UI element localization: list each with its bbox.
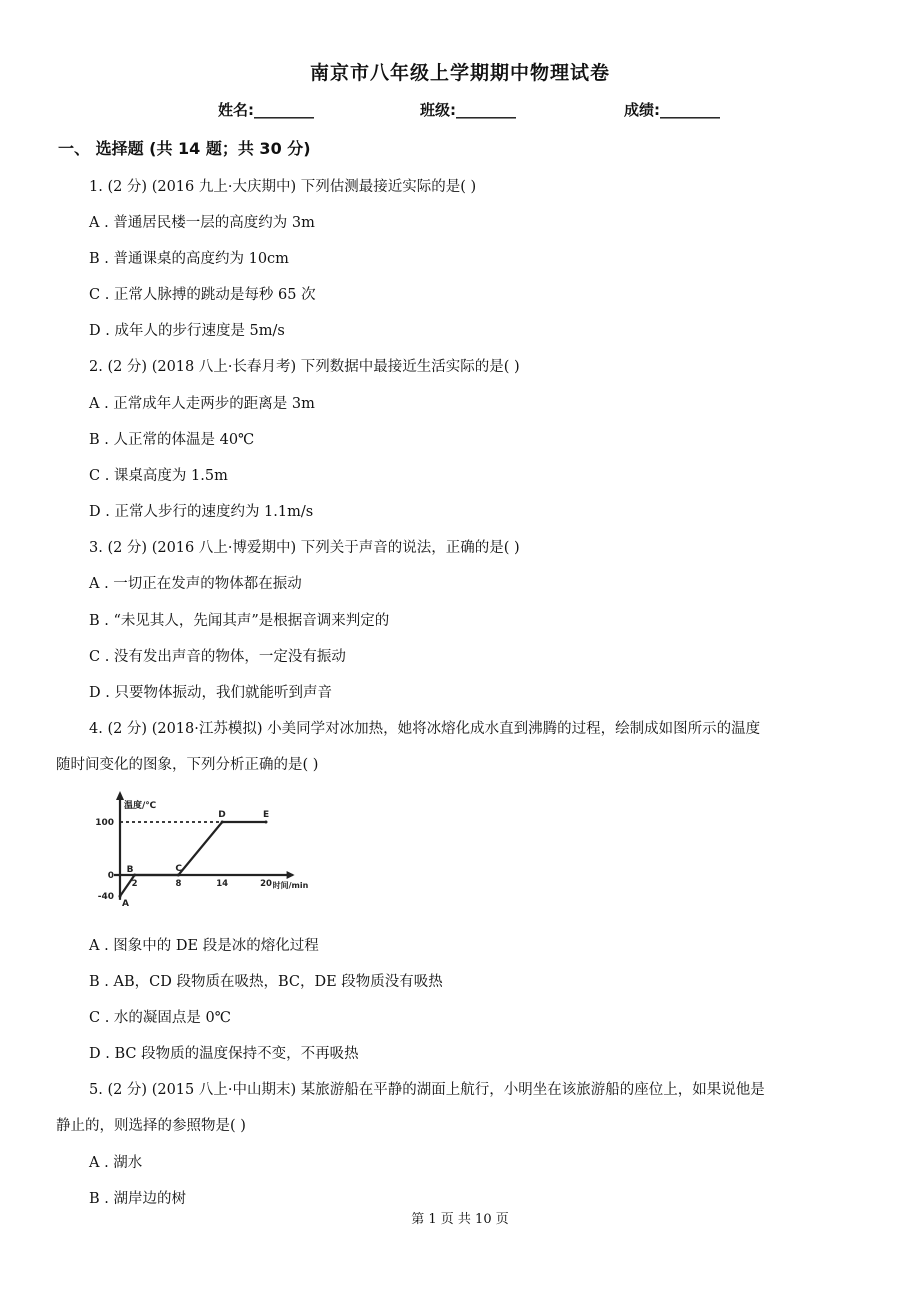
y-axis-label: 温度/℃ [124,801,157,811]
data-point [119,895,122,898]
question-1-option-b: B . 普通课桌的高度约为 10cm [89,251,289,267]
data-point [133,874,136,877]
x-tick-label: 2 [131,879,138,889]
x-tick-label: 14 [216,879,229,889]
question-2-option-b: B . 人正常的体温是 40℃ [89,432,255,448]
question-3-stem: 3. (2 分) (2016 八上·博爱期中) 下列关于声音的说法，正确的是( ) [89,540,520,556]
point-label: E [263,810,270,820]
x-axis-arrow [287,871,295,879]
question-4-option-c: C . 水的凝固点是 0℃ [89,1010,231,1026]
question-3-option-b: B . “未见其人，先闻其声”是根据音调来判定的 [89,613,390,629]
question-3-option-a: A . 一切正在发声的物体都在振动 [89,576,302,592]
data-point [221,821,224,824]
x-tick-label: 8 [175,879,182,889]
section-heading: 一、 选择题 (共 14 题；共 30 分) [58,139,311,158]
question-5-option-b: B . 湖岸边的树 [89,1191,186,1207]
point-label: D [218,810,226,820]
question-2-option-c: C . 课桌高度为 1.5m [89,468,228,484]
y-tick-label: 0 [107,871,114,881]
x-tick-label: 20 [260,879,272,889]
question-5-stem-line1: 5. (2 分) (2015 八上·中山期末) 某旅游船在平静的湖面上航行，小明坐在该旅游船的座位上，如果说他是 [89,1082,765,1098]
question-4-option-d: D . BC 段物质的温度保持不变，不再吸热 [89,1046,359,1062]
question-2-option-d: D . 正常人步行的速度约为 1.1m/s [89,504,314,520]
question-5-option-a: A . 湖水 [89,1155,143,1171]
name-field: 姓名:________ [218,101,314,119]
question-3-option-c: C . 没有发出声音的物体，一定没有振动 [89,649,346,665]
question-2-stem: 2. (2 分) (2018 八上·长春月考) 下列数据中最接近生活实际的是( ) [89,359,520,375]
score-field: 成绩:________ [624,101,720,119]
question-1-option-c: C . 正常人脉搏的跳动是每秒 65 次 [89,287,316,303]
series-line [120,822,266,896]
point-label: C [175,864,183,874]
question-1-option-d: D . 成年人的步行速度是 5m/s [89,323,285,339]
x-axis-label: 时间/min [272,881,309,890]
point-label: A [122,899,129,910]
question-5-stem-line2: 静止的，则选择的参照物是( ) [56,1118,246,1134]
page-footer: 第 1 页 共 10 页 [411,1212,509,1227]
question-4-option-b: B . AB，CD 段物质在吸热，BC，DE 段物质没有吸热 [89,974,443,990]
data-point [265,821,268,824]
point-label: B [126,865,134,875]
question-4-stem-line1: 4. (2 分) (2018·江苏模拟) 小美同学对冰加热，她将冰熔化成水直到沸腾的过程，绘制成如图所示的温度 [89,721,761,737]
temperature-time-chart [88,786,338,918]
y-tick-label: 100 [95,818,114,828]
question-1-option-a: A . 普通居民楼一层的高度约为 3m [89,215,315,231]
question-1-stem: 1. (2 分) (2016 九上·大庆期中) 下列估测最接近实际的是( ) [89,179,477,195]
exam-title: 南京市八年级上学期期中物理试卷 [309,62,610,84]
question-3-option-d: D . 只要物体振动，我们就能听到声音 [89,685,332,701]
class-field: 班级:________ [420,101,516,119]
question-4-option-a: A . 图象中的 DE 段是冰的熔化过程 [89,938,319,954]
question-2-option-a: A . 正常成年人走两步的距离是 3m [89,396,315,412]
y-axis-arrow [116,791,124,800]
question-4-stem-line2: 随时间变化的图象，下列分析正确的是( ) [56,757,319,773]
y-tick-label: -40 [97,892,114,903]
